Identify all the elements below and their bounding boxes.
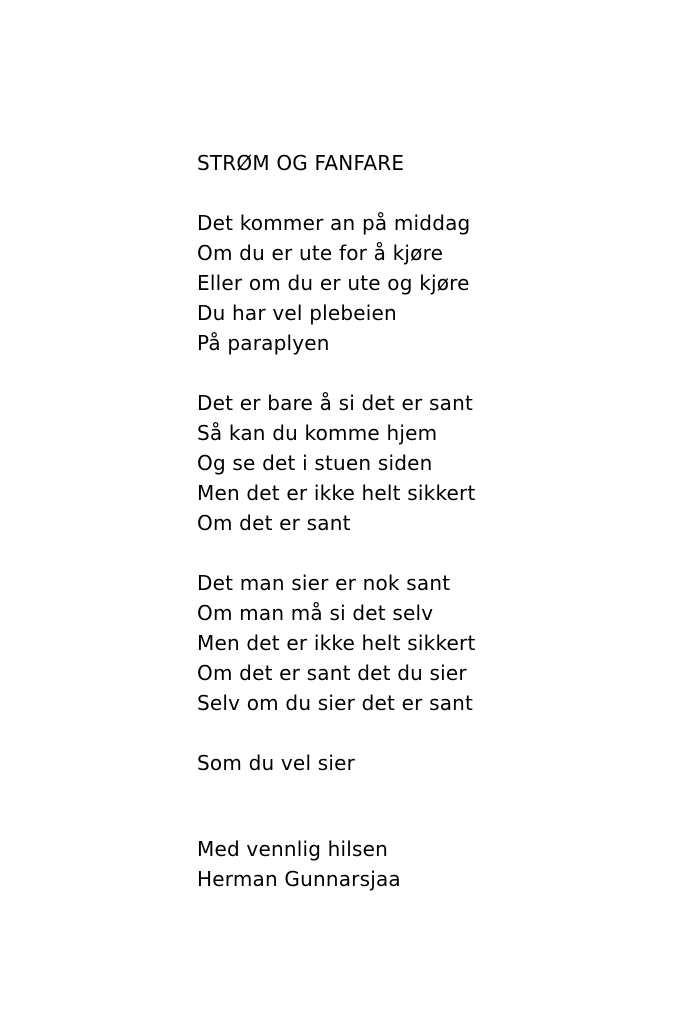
poem-line: Men det er ikke helt sikkert: [197, 631, 476, 655]
poem-line: Og se det i stuen siden: [197, 451, 433, 475]
poem-line: Det er bare å si det er sant: [197, 391, 474, 415]
signature-name: Herman Gunnarsjaa: [197, 867, 401, 891]
stanza-2: [197, 388, 637, 538]
poem-line: Om man må si det selv: [197, 601, 434, 625]
poem-line: Selv om du sier det er sant: [197, 691, 474, 715]
poem-line: Du har vel plebeien: [197, 301, 397, 325]
poem-line: Om du er ute for å kjøre: [197, 241, 444, 265]
poem-title: STRØM OG FANFARE: [197, 151, 405, 175]
poem-line: Men det er ikke helt sikkert: [197, 481, 476, 505]
signature-block: [197, 834, 637, 894]
stanza-spacer: [197, 718, 637, 748]
poem-line: Så kan du komme hjem: [197, 421, 438, 445]
poem-line: Det kommer an på middag: [197, 211, 471, 235]
stanza-spacer: [197, 358, 637, 388]
closing-line: Som du vel sier: [197, 751, 356, 775]
poem-line: Om det er sant: [197, 511, 351, 535]
poem-line: Eller om du er ute og kjøre: [197, 271, 470, 295]
stanza-3: [197, 568, 637, 718]
stanza-spacer: [197, 538, 637, 568]
poem-line: Om det er sant det du sier: [197, 661, 467, 685]
poem-line: Det man sier er nok sant: [197, 571, 451, 595]
signature-spacer: [197, 778, 637, 834]
stanza-1: [197, 208, 637, 358]
poem-line: På paraplyen: [197, 331, 330, 355]
poem: [197, 148, 637, 894]
stanza-spacer: [197, 178, 637, 208]
signature-greeting: Med vennlig hilsen: [197, 837, 389, 861]
